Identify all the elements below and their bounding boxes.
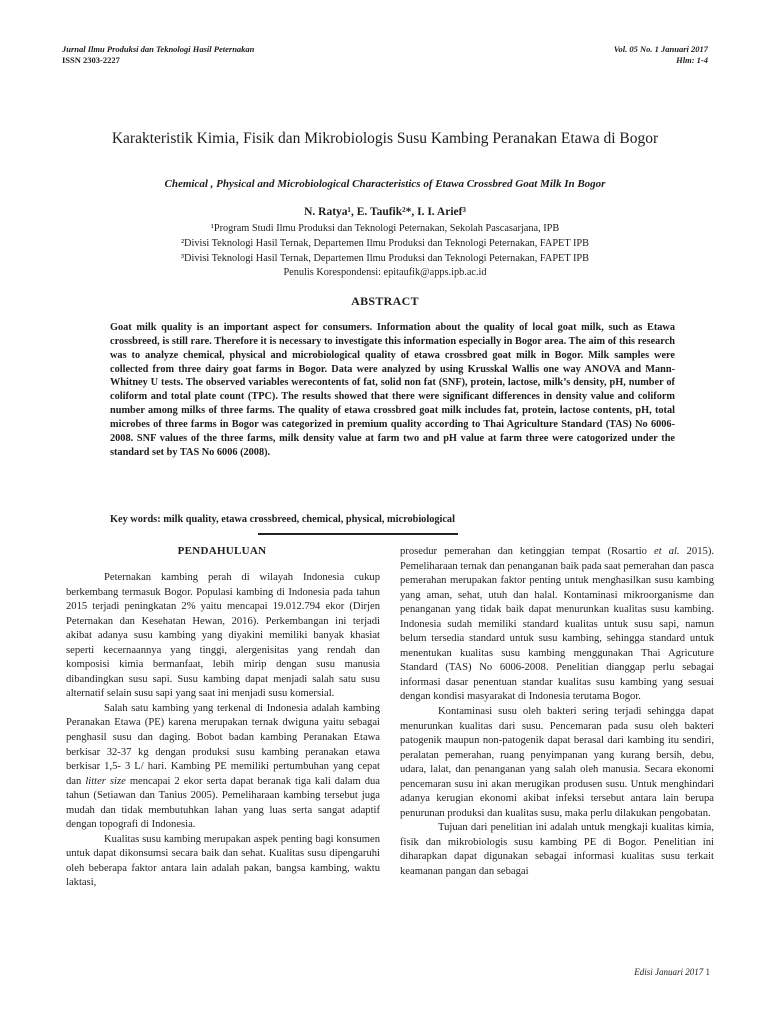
page-range: Hlm: 1-4 [676,55,708,65]
affiliations [100,222,670,281]
author-list: N. Ratya¹, E. Taufik²*, I. I. Arief³ [304,206,466,218]
affiliation-3: ³Divisi Teknologi Hasil Ternak, Departemen Ilmu Produksi dan Teknologi Peternakan, FAPET IPB [180,252,590,264]
edition-label: Edisi Januari 2017 [634,967,704,977]
paper-subtitle: Chemical , Physical and Microbiological Characteristics of Etawa Crossbred Goat Milk In Bogor [164,178,606,190]
italic-term: et al. [654,546,680,557]
abstract-heading: ABSTRACT [351,294,419,308]
paragraph: Kontaminasi susu oleh bakteri sering terjadi sehingga dapat menurunkan kualitas dari susu. Pencemaran pada susu oleh bakteri patogenik maupun non-patogenik dapat berasal dari kambing itu sendiri, peralatan pemerahan, ruang penyimpanan yang kurang bersih, debu, udara, lalat, dan penanganan yang salah oleh manusia. Secara ekonomi pencemaran susu ini akan merugikan produsen susu. Untuk menghindari adanya kerugian ekonomi akibat infeksi tersebut antara lain berupa penurunan produksi dan kualitas susu, maka perlu dilakukan pengobatan. [400,706,714,819]
paragraph: Kualitas susu kambing merupakan aspek penting bagi konsumen untuk dapat dikonsumsi secara baik dan sehat. Kualitas susu dipengaruhi oleh beberapa faktor antara lain adalah pakan, bangsa kambing, waktu laktasi, [66,833,380,889]
paragraph: Salah satu kambing yang terkenal di Indonesia adalah kambing Peranakan Etawa (PE) karena merupakan ternak dwiguna yaitu sebagai penghasil susu dan daging. Bobot badan kambing Peranakan Etawa berkisar 32-37 kg dengan produksi susu kambing peranakan etawa berkisar 1,5- 3 L/ hari. Kambing PE memiliki pertumbuhan yang cepat dan litter size mencapai 2 ekor serta dapat beranak tiga kali dalam dua tahun (Setiawan dan Tanius 2005). Pemeliharaan kambing tersebut juga mudah dan tidak membutuhkan lahan yang luas serta sangat adaptif dengan topografi di Indonesia. [66,702,380,831]
section-divider [258,533,458,535]
running-header-left [62,44,254,66]
italic-term: litter size [85,775,126,787]
affiliation-2: ²Divisi Teknologi Hasil Ternak, Departemen Ilmu Produksi dan Teknologi Peternakan, FAPET IPB [180,237,590,249]
keywords: Key words: milk quality, etawa crossbreed, chemical, physical, microbiological [110,514,455,525]
paragraph: Tujuan dari penelitian ini adalah untuk mengkaji kualitas kimia, fisik dan mikrobiologis susu kambing PE di Bogor. Penelitian ini diharapkan dapat digunakan sebagai informasi kualitas susu terkait keamanan pangan dan sebagai [400,822,714,878]
issn: ISSN 2303-2227 [62,55,120,65]
body-column-right [400,545,714,880]
affiliation-1: ¹Program Studi Ilmu Produksi dan Teknologi Peternakan, Sekolah Pascasarjana, IPB [210,223,560,234]
abstract-text: Goat milk quality is an important aspect for consumers. Information about the quality of local goat milk, such as Etawa crossbreed, is still rare. Therefore it is necessary to investigate this information especially in Bogor area. The aim of this research was to analyze chemical, physical and microbiological quality of etawa crossbred goat milk in Bogor. Milk samples were collected from three dairy goat farms in Bogor. Data were analyzed by using Krusskal Wallis one way ANOVA and Mann-Whitney U tests. The observed variables werecontents of fat, solid non fat (SNF), protein, lactose, milk’s density, pH, number of coliform and total plate count (TPC). The results showed that there were significant differences in density value and coliform number among milks of three farms. The quality of etawa crossbred goat milk includes fat, protein, lactose contents, pH, total microbes of three farms in Bogor was categorized in premium quality according to Thai Agriculture Standard (TAS) No 6006-2008. SNF values of the three farms, milk density value at farm two and pH value at farm three were catogorized under the standard set by TAS No 6006 (2008). [110,322,675,458]
volume-info: Vol. 05 No. 1 Januari 2017 [613,44,708,54]
paragraph: prosedur pemerahan dan ketinggian tempat (Rosartio et al. 2015). Pemeliharaan ternak dan penanganan baik pada saat pemerahan dan pasca pemerahan merupakan faktor penting untuk menghasilkan susu kambing yang aman, sehat, utuh dan halal. Kontaminasi mikroorganisme dan penanganan yang tidak baik dapat menurunkan kualitas susu kambing. Indonesia sudah memiliki standard kualitas untuk susu sapi, namun belum tersedia standard untuk susu kambing, sehingga standard untuk menentukan kualitas susu kambing menggunakan Thai Agricuture Standard (TAS) No 6006-2008. Penelitian dianggap perlu sebagai informasi dasar penentuan standar kualitas susu kambing yang sesuai dengan kondisi masyarakat di Indonesia terutama Bogor. [400,546,714,703]
page-footer [634,967,710,977]
corresponding-author: Penulis Korespondensi: epitaufik@apps.ipb.ac.id [283,267,487,279]
journal-name: Jurnal Ilmu Produksi dan Teknologi Hasil Peternakan [62,44,255,54]
section-heading: PENDAHULUAN [177,545,267,557]
page-number: 1 [705,967,710,977]
paper-title: Karakteristik Kimia, Fisik dan Mikrobiologis Susu Kambing Peranakan Etawa di Bogor [111,130,659,147]
running-header-right [614,44,708,66]
body-column-left [66,571,380,891]
paragraph: Peternakan kambing perah di wilayah Indonesia cukup berkembang termasuk Bogor. Populasi kambing di Indonesia pada tahun 2015 terjadi peningkatan 2% yaitu mencapai 19.012.794 ekor (Dirjen Peternakan dan Kesehatan Hewan, 2016). Perkembangan ini terjadi akibat adanya susu kambing yang diyakini memiliki banyak khasiat seperti kecernaannya yang tinggi, alergenisitas yang rendah dan komposisi kimia bermanfaat, lebih mirip dengan susu manusia dibandingkan susu sapi. Susu kambing dapat menjadi salah satu susu alternatif selain susu sapi yang saat ini menjadi susu komersial. [66,572,380,700]
